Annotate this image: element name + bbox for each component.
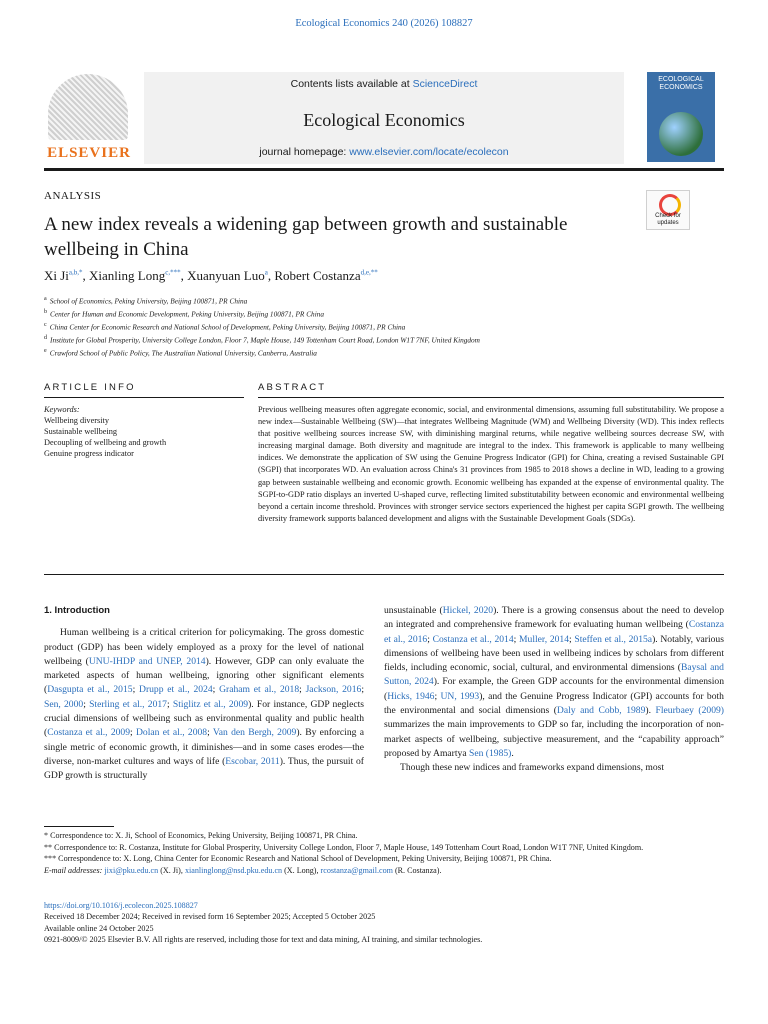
author-affiliation-marks[interactable]: d,e,** [360, 268, 378, 277]
citation-link[interactable]: Sterling et al., 2017 [89, 698, 167, 710]
body-text: ; [513, 633, 519, 645]
affiliation-text: Crawford School of Public Policy, The Australian National University, Canberra, Australia [49, 348, 317, 358]
author-name: Xuanyuan Luo [187, 268, 265, 283]
section-heading: 1. Introduction [44, 605, 110, 616]
footnote: *** Correspondence to: X. Long, China Center for Economic Research and National School of Development, Peking University, Beijing 100871, PR China. [44, 854, 552, 864]
cover-title: ECOLOGICAL ECONOMICS [658, 76, 704, 91]
body-text: ). Notably, various dimensions of wellbeing have been used in wellbeing indices by scholars from different fields, including economic, social, cultural, and environmental dimensions ( [384, 633, 724, 674]
citation-link[interactable]: Dolan et al., 2008 [135, 727, 208, 739]
tree-icon [48, 74, 128, 140]
body-text: . [511, 747, 514, 759]
affiliation-list [44, 294, 724, 359]
abstract-end-divider [44, 574, 724, 575]
received-dates: Received 18 December 2024; Received in revised form 16 September 2025; Accepted 5 October 2025 [44, 912, 376, 922]
citation-link[interactable]: Costanza et al., 2009 [47, 727, 131, 739]
body-text: ; [361, 684, 364, 696]
body-text: ; [132, 684, 140, 696]
contents-line [144, 78, 624, 90]
affiliation-item [44, 294, 724, 307]
keyword-item: Genuine progress indicator [44, 449, 134, 458]
author-affiliation-marks[interactable]: c,*** [165, 268, 181, 277]
citation-link[interactable]: Fleurbaey (2009) [655, 705, 724, 717]
body-text: ; [166, 698, 173, 710]
body-text: ; [569, 633, 575, 645]
journal-cover[interactable] [647, 72, 715, 162]
footnote-divider [44, 826, 114, 827]
body-text: ; [130, 727, 136, 739]
keywords-block [44, 404, 244, 459]
affiliation-key: b [44, 308, 48, 315]
keyword-item: Decoupling of wellbeing and growth [44, 438, 167, 447]
elsevier-logo [44, 74, 134, 162]
citation-link[interactable]: Drupp et al., 2024 [139, 684, 213, 696]
author-name: Xianling Long [89, 268, 166, 283]
author-list: Xi $Ji^{a,b,*}$, Xianling Long$^{c,***}$, Xuanyuan Luo$^a$, Robert Costanza$^{d,e,**}$ [44, 268, 378, 283]
article-info-heading: ARTICLE INFO [44, 382, 136, 393]
citation-link[interactable]: Costanza et al., 2016 [384, 619, 724, 645]
body-text: ). However, GDP can only evaluate the marketed aspects of human wellbeing, ignoring other significant elements ( [44, 655, 364, 696]
homepage-prefix: journal homepage: [259, 146, 350, 158]
masthead-band [144, 72, 624, 164]
affiliation-key: a [44, 296, 47, 302]
affiliation-text: Institute for Global Prosperity, University College London, Floor 7, Maple House, 149 Tottenham Court Road, London W1T 7NF, United Kingdom [50, 335, 480, 345]
body-text: Human wellbeing is a critical criterion for policymaking. The gross domestic product (GDP) has been widely employed as a proxy for the level of national wellbeing ( [44, 627, 364, 667]
body-text: ). [645, 705, 656, 717]
body-text: ). For instance, GDP neglects crucial dimensions of wellbeing such as environmental quality and public health ( [44, 698, 364, 739]
email-line [44, 865, 724, 877]
citation-link[interactable]: Van den Bergh, 2009 [212, 727, 297, 739]
affiliation-text: School of Economics, Peking University, Beijing 100871, PR China [49, 296, 248, 306]
citation-link[interactable]: UN, 1993 [440, 690, 480, 702]
citation-link[interactable]: Daly and Cobb, 1989 [556, 705, 646, 717]
affiliation-item [44, 307, 724, 320]
abstract-divider [258, 397, 724, 398]
affiliation-item [44, 333, 724, 346]
body-paragraph: Though these new indices and frameworks expand dimensions, most [400, 762, 665, 774]
body-column-left [44, 604, 364, 784]
body-text: ; [212, 684, 220, 696]
copyright: 0921-8009/© 2025 Elsevier B.V. All rights are reserved, including those for text and data mining, AI training, and similar technologies. [44, 935, 483, 945]
author-name: Robert Costanza [274, 268, 361, 283]
footnotes [44, 830, 724, 876]
contents-prefix: Contents lists available at [290, 78, 413, 90]
body-paragraph [44, 626, 364, 783]
email-link[interactable]: xianlinglong@nsd.pku.edu.cn [184, 865, 283, 875]
citation-link[interactable]: Baysal and Sutton, 2024 [384, 662, 724, 688]
footnote: ** Correspondence to: R. Costanza, Institute for Global Prosperity, University College London, Floor 7, Maple House, 149 Tottenham Court Road, London W1T 7NF, United Kingdom. [44, 842, 644, 852]
citation-link[interactable]: Dasgupta et al., 2015 [47, 684, 133, 696]
author-affiliation-marks[interactable]: a [264, 268, 268, 277]
email-link[interactable]: rcostanza@gmail.com [320, 865, 393, 875]
citation-link[interactable]: Hicks, 1946 [387, 690, 435, 702]
citation-link[interactable]: Hickel, 2020 [442, 605, 494, 616]
affiliation-text: Center for Human and Economic Development, Peking University, Beijing 100871, PR China [50, 309, 325, 319]
citation-link[interactable]: Sen, 2000 [44, 698, 84, 710]
citation-link[interactable]: UNU-IHDP and UNEP, 2014 [88, 655, 206, 667]
citation-link[interactable]: Sen (1985) [469, 747, 512, 759]
globe-icon [659, 112, 703, 156]
journal-reference[interactable]: Ecological Economics 240 (2026) 108827 [295, 18, 473, 29]
body-text: ; [207, 727, 213, 739]
citation-link[interactable]: Stiglitz et al., 2009 [172, 698, 249, 710]
publication-info [44, 900, 724, 946]
body-text: ), and the Genuine Progress Indicator (GPI) accounts for both the environmental and social dimensions ( [384, 690, 724, 717]
homepage-link[interactable]: www.elsevier.com/locate/ecolecon [349, 146, 509, 158]
body-text: ; [427, 633, 433, 645]
affiliation-key: c [44, 321, 47, 328]
check-for-updates-button[interactable] [646, 190, 690, 230]
citation-link[interactable]: Graham et al., 2018 [219, 684, 300, 696]
keyword-item: Sustainable wellbeing [44, 427, 118, 436]
publisher-name: ELSEVIER [47, 145, 131, 161]
email-owner: (X. Ji), [158, 865, 185, 875]
body-text: ; [299, 684, 306, 696]
affiliation-text: China Center for Economic Research and National School of Development, Peking University, Beijing 100871, PR China [49, 322, 406, 332]
affiliation-key: e [44, 347, 47, 354]
homepage-line [144, 146, 624, 158]
citation-link[interactable]: Costanza et al., 2014 [432, 633, 514, 645]
keywords-label: Keywords: [44, 405, 80, 414]
email-link[interactable]: jixi@pku.edu.cn [104, 865, 159, 875]
body-text: ; [434, 690, 441, 702]
article-info-divider [44, 397, 244, 398]
email-owner: (R. Costanza). [392, 865, 442, 875]
affiliation-item [44, 320, 724, 333]
email-owner: (X. Long), [282, 865, 321, 875]
author-name: Xi Ji [44, 268, 69, 283]
citation-link[interactable]: Muller, 2014 [519, 633, 570, 645]
online-date: Available online 24 October 2025 [44, 923, 154, 933]
affiliation-item [44, 346, 724, 359]
body-text: summarizes the main improvements to GDP so far, including the incorporation of non-market aspects of wellbeing, subjective measurement, and the “capability approach” proposed by Amartya [384, 719, 724, 759]
doi-link[interactable]: https://doi.org/10.1016/j.ecolecon.2025.108827 [44, 901, 198, 910]
body-column-right [384, 604, 724, 776]
body-text: ). By enforcing a single metric of economic growth, it diminishes—and in some cases erodes—the diverse, non-market cultures and ways of life ( [44, 727, 364, 767]
abstract-text: Previous wellbeing measures often aggregate economic, social, and environmental dimensions, assuming full substitutability. We propose a new index—Sustainable Wellbeing (SW)—that integrates Wellbeing Magnitude (WM) and Wellbeing Diversity (WD). This index reflects that positive wellbeing sources increase SW, with diminishing marginal returns, while negative wellbeing sources decrease SW, with increasing marginal damage. Both diversity and magnitude are integral to the index. This framework is applicable to many wellbeing indices. We demonstrate the application of SW using the Genuine Progress Indicator (GPI) for China, creating a revised Sustainable GPI (SGPI) that incorporates WD. An evaluation across China's 31 provinces from 1985 to 2018 shows a decline in WD, leading to a growing gap between sustainable wellbeing and economic growth. Economic wellbeing has expanded at the expense of environmental quality. The SGPI-to-GDP ratio displays an inverted U-shaped curve, reflecting limited substitutability between economic and environmental wellbeing beyond a certain income threshold. Provinces with stronger service sectors experienced the highest per capita SGPI growth. The wellbeing diversity framework supports balanced development and aligns with the Sustainable Development Goals (SDGs). [258, 405, 724, 523]
sciencedirect-link[interactable]: ScienceDirect [412, 78, 478, 90]
citation-link[interactable]: Steffen et al., 2015a [574, 633, 653, 645]
body-text: ). There is a growing consensus about the need to develop an integrated and comprehensive framework for evaluating human wellbeing ( [384, 605, 724, 631]
email-label: E-mail addresses: [44, 865, 105, 875]
affiliation-key: d [44, 334, 48, 341]
citation-link[interactable]: Jackson, 2016 [305, 684, 362, 696]
body-paragraph [384, 604, 724, 761]
journal-masthead [44, 72, 724, 164]
keyword-item: Wellbeing diversity [44, 416, 110, 425]
body-text: ). Thus, the pursuit of GDP growth is structurally [44, 755, 364, 782]
author-affiliation-marks[interactable]: a,b,* [68, 268, 83, 277]
abstract-heading: ABSTRACT [258, 382, 327, 393]
masthead-divider [44, 168, 724, 171]
body-text: ). For example, the Green GDP accounts for the environmental dimension ( [384, 676, 725, 702]
footnote: * Correspondence to: X. Ji, School of Economics, Peking University, Beijing 100871, PR China. [44, 831, 358, 840]
section-label: ANALYSIS [44, 190, 102, 202]
article-title: A new index reveals a widening gap between growth and sustainable wellbeing in China [44, 214, 568, 260]
body-text: unsustainable ( [384, 605, 443, 616]
body-text: ; [83, 698, 90, 710]
citation-link[interactable]: Escobar, 2011 [225, 755, 280, 767]
check-for-updates-label: Check for updates [655, 213, 681, 226]
journal-title: Ecological Economics [303, 110, 465, 130]
